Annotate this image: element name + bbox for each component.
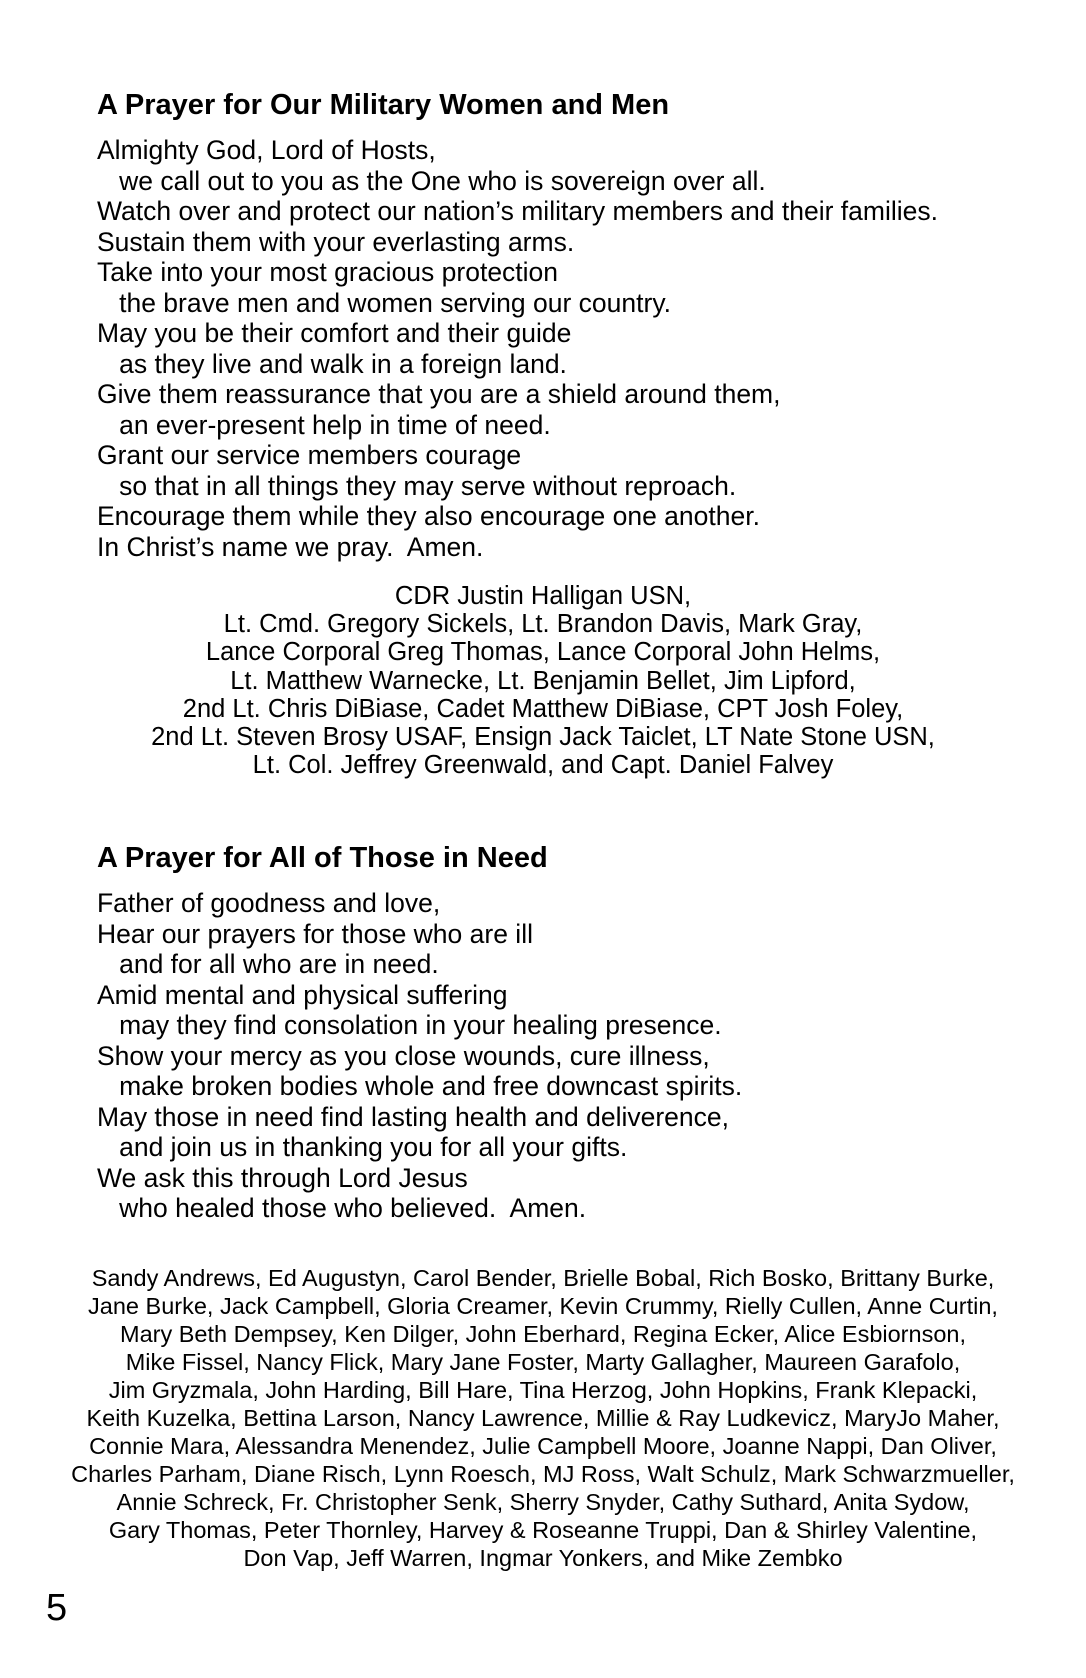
prayer-line: so that in all things they may serve without reproach. [97,470,737,501]
name-line: Connie Mara, Alessandra Menendez, Julie Campbell Moore, Joanne Nappi, Dan Oliver, [89,1432,997,1459]
prayer-line: Grant our service members courage [97,440,522,470]
name-line: Lance Corporal Greg Thomas, Lance Corporal John Helms, [205,638,881,667]
name-line: Keith Kuzelka, Bettina Larson, Nancy Lawrence, Millie & Ray Ludkevicz, MaryJo Maher, [86,1404,1000,1431]
prayer-line: Amid mental and physical suffering [97,979,508,1010]
military-prayer-heading: A Prayer for Our Military Women and Men [97,89,670,121]
prayer-line: May those in need find lasting health and deliverence, [97,1101,730,1132]
name-line: 2nd Lt. Steven Brosy USAF, Ensign Jack Taiclet, LT Nate Stone USN, [151,723,935,752]
need-prayer-section [0,841,1086,1572]
prayer-line: Father of goodness and love, [97,888,441,919]
need-prayer-heading: A Prayer for All of Those in Need [97,842,548,875]
name-line: Lt. Matthew Warnecke, Lt. Benjamin Bellet, Jim Lipford, [230,666,856,695]
prayer-line: we call out to you as the One who is sovereign over all. [97,165,766,196]
prayer-line: may they find consolation in your healing presence. [97,1010,722,1041]
prayer-line: as they live and walk in a foreign land. [97,348,567,379]
name-line: CDR Justin Halligan USN, [394,582,692,610]
military-names-list [0,582,1086,779]
prayer-line: May you be their comfort and their guide [97,318,572,348]
prayer-line: the brave men and women serving our country. [97,287,671,318]
name-line: Don Vap, Jeff Warren, Ingmar Yonkers, and Mike Zembko [243,1544,843,1571]
name-line: Mary Beth Dempsey, Ken Dilger, John Eberhard, Regina Ecker, Alice Esbiornson, [120,1320,966,1347]
name-line: Gary Thomas, Peter Thornley, Harvey & Roseanne Truppi, Dan & Shirley Valentine, [108,1516,978,1543]
prayer-line: make broken bodies whole and free downcast spirits. [97,1071,743,1102]
name-line: Lt. Col. Jeffrey Greenwald, and Capt. Daniel Falvey [252,751,834,780]
page-number: 5 [46,1587,68,1629]
prayer-line: In Christ’s name we pray. Amen. [97,531,484,562]
name-line: Jane Burke, Jack Campbell, Gloria Creamer, Kevin Crummy, Rielly Cullen, Anne Curtin, [88,1292,998,1319]
prayer-line: Take into your most gracious protection [97,257,559,287]
prayer-line: and for all who are in need. [97,949,439,980]
name-line: Jim Gryzmala, John Harding, Bill Hare, Tina Herzog, John Hopkins, Frank Klepacki, [108,1376,978,1403]
name-line: Charles Parham, Diane Risch, Lynn Roesch, MJ Ross, Walt Schulz, Mark Schwarzmueller, [71,1460,1015,1487]
name-line: Lt. Cmd. Gregory Sickels, Lt. Brandon Davis, Mark Gray, [223,610,863,639]
prayer-line: Watch over and protect our nation’s military members and their families. [97,196,938,226]
name-line: Mike Fissel, Nancy Flick, Mary Jane Foster, Marty Gallagher, Maureen Garafolo, [125,1348,961,1375]
prayer-line: and join us in thanking you for all your gifts. [97,1132,628,1163]
name-line: Annie Schreck, Fr. Christopher Senk, Sherry Snyder, Cathy Suthard, Anita Sydow, [116,1488,970,1515]
prayer-line: Hear our prayers for those who are ill [97,918,533,949]
prayer-line: Almighty God, Lord of Hosts, [97,135,436,165]
name-line: 2nd Lt. Chris DiBiase, Cadet Matthew DiBiase, CPT Josh Foley, [182,694,904,723]
name-line: Sandy Andrews, Ed Augustyn, Carol Bender, Brielle Bobal, Rich Bosko, Brittany Burke, [91,1264,995,1291]
prayer-line: who healed those who believed. Amen. [97,1193,587,1224]
need-names-list [0,1264,1086,1572]
need-prayer-text [97,888,1046,1224]
prayer-line: Sustain them with your everlasting arms. [97,226,575,257]
military-prayer-section [0,88,1086,779]
prayer-line: We ask this through Lord Jesus [97,1162,468,1193]
prayer-line: Show your mercy as you close wounds, cure illness, [97,1040,710,1071]
prayer-line: Encourage them while they also encourage one another. [97,501,760,531]
prayer-line: Give them reassurance that you are a shield around them, [97,379,781,409]
prayer-line: an ever-present help in time of need. [97,409,551,440]
military-prayer-text [97,135,1046,562]
